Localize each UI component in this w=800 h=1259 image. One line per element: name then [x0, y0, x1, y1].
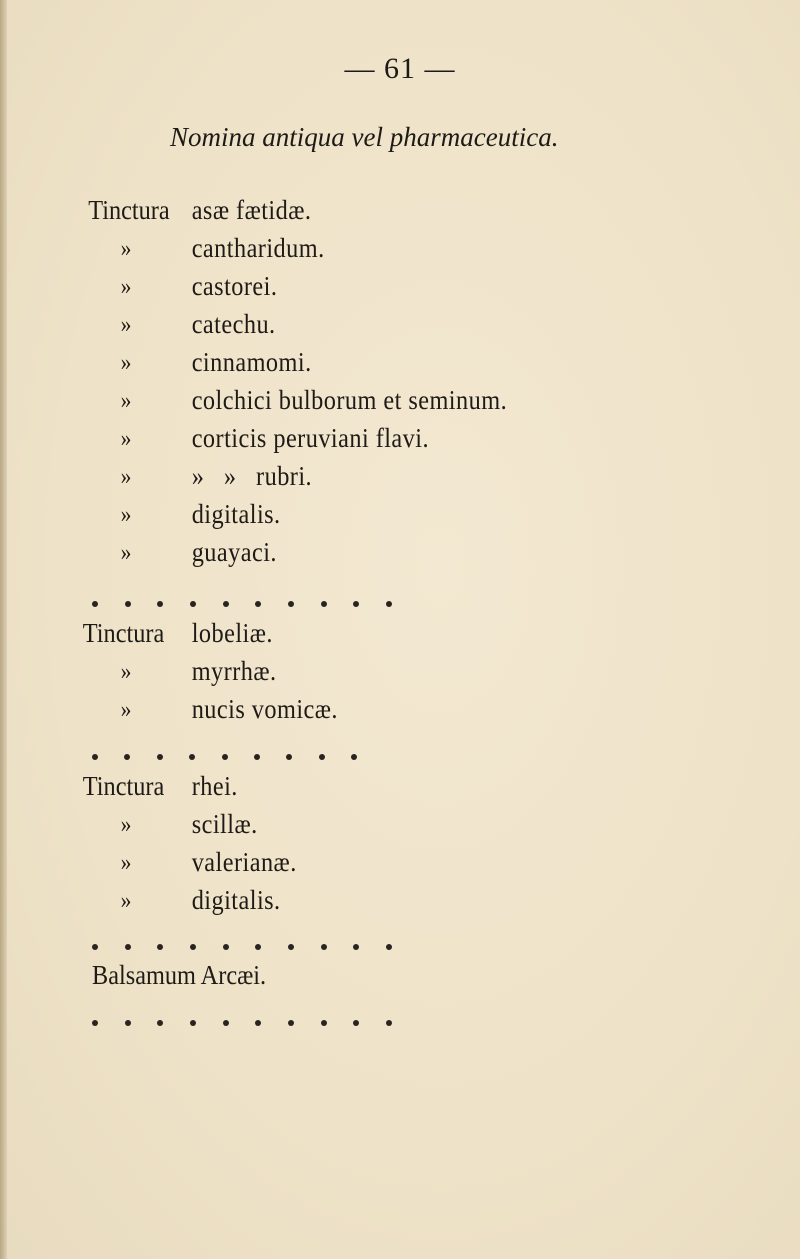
list-item — [0, 537, 720, 575]
dot — [254, 754, 260, 760]
dot — [157, 601, 163, 607]
dot — [223, 601, 229, 607]
ditto-mark: » — [120, 850, 132, 876]
dot — [157, 944, 163, 950]
page-heading: Nomina antiqua vel pharmaceutica. — [170, 122, 559, 152]
entry-term: valerianæ. — [191, 847, 297, 877]
entry-term: digitalis. — [191, 499, 281, 529]
list-item — [0, 618, 720, 656]
list-item — [0, 195, 720, 233]
dot — [255, 1020, 261, 1026]
dot — [190, 601, 196, 607]
list-item — [0, 309, 720, 347]
dot — [386, 601, 392, 607]
dot — [92, 944, 98, 950]
dot — [223, 944, 229, 950]
list-item — [0, 656, 720, 694]
ditto-mark: » — [120, 426, 132, 452]
entry-term: » » rubri. — [191, 461, 313, 491]
dot — [386, 1020, 392, 1026]
list-item — [0, 271, 720, 309]
list-item — [0, 499, 720, 537]
entry-term: cinnamomi. — [191, 347, 312, 377]
entry-term: corticis peruviani flavi. — [191, 423, 430, 453]
ditto-mark: » — [120, 697, 132, 723]
list-item — [0, 809, 720, 847]
dot — [321, 601, 327, 607]
dot — [353, 601, 359, 607]
dot — [386, 944, 392, 950]
list-item — [0, 385, 720, 423]
list-item — [0, 461, 720, 499]
ditto-mark: » — [120, 540, 132, 566]
dot — [351, 754, 357, 760]
dot — [125, 601, 131, 607]
list-item — [92, 960, 452, 998]
ditto-mark: » — [120, 502, 132, 528]
entry-term: myrrhæ. — [191, 656, 277, 686]
list-item — [0, 694, 720, 732]
ditto-mark: » — [120, 388, 132, 414]
dot — [189, 754, 195, 760]
dot — [125, 944, 131, 950]
dot — [222, 754, 228, 760]
dot-leader — [92, 1013, 392, 1033]
dot — [190, 944, 196, 950]
dot — [319, 754, 325, 760]
dot — [288, 601, 294, 607]
entry-term: catechu. — [191, 309, 276, 339]
entry-term: castorei. — [191, 271, 278, 301]
dot — [124, 754, 130, 760]
ditto-mark: » — [120, 812, 132, 838]
entry-term: asæ fætidæ. — [191, 195, 312, 225]
ditto-mark: » — [120, 274, 132, 300]
ditto-mark: » — [120, 350, 132, 376]
list-item — [0, 233, 720, 271]
entry-label: Tinctura — [82, 618, 165, 648]
dot — [321, 944, 327, 950]
dot — [286, 754, 292, 760]
dot — [321, 1020, 327, 1026]
list-item — [0, 347, 720, 385]
dot — [353, 944, 359, 950]
dot — [92, 601, 98, 607]
dot — [288, 1020, 294, 1026]
ditto-mark: » — [120, 236, 132, 262]
ditto-mark: » — [120, 312, 132, 338]
list-item — [0, 885, 720, 923]
list-item — [0, 771, 720, 809]
list-item — [0, 847, 720, 885]
dot — [157, 754, 163, 760]
entry-label: Tinctura — [88, 195, 170, 225]
dot — [190, 1020, 196, 1026]
dot — [157, 1020, 163, 1026]
entry-term: cantharidum. — [191, 233, 325, 263]
dot-leader — [92, 937, 392, 957]
entry-term: guayaci. — [191, 537, 277, 567]
list-item — [0, 423, 720, 461]
dot-leader — [92, 747, 357, 767]
entry-term: scillæ. — [191, 809, 258, 839]
dot-leader — [92, 594, 392, 614]
dot — [92, 1020, 98, 1026]
page-number: — 61 — — [344, 52, 456, 85]
ditto-mark: » — [120, 464, 132, 490]
entry-term: Balsamum Arcæi. — [92, 960, 267, 990]
dot — [255, 601, 261, 607]
entry-term: lobeliæ. — [191, 618, 273, 648]
dot — [92, 754, 98, 760]
dot — [353, 1020, 359, 1026]
ditto-mark: » — [120, 659, 132, 685]
entry-term: colchici bulborum et seminum. — [191, 385, 508, 415]
entry-term: nucis vomicæ. — [191, 694, 338, 724]
ditto-mark: » — [120, 888, 132, 914]
dot — [255, 944, 261, 950]
entry-label: Tinctura — [82, 771, 165, 801]
dot — [223, 1020, 229, 1026]
dot — [288, 944, 294, 950]
dot — [125, 1020, 131, 1026]
entry-term: digitalis. — [191, 885, 281, 915]
entry-term: rhei. — [191, 771, 238, 801]
